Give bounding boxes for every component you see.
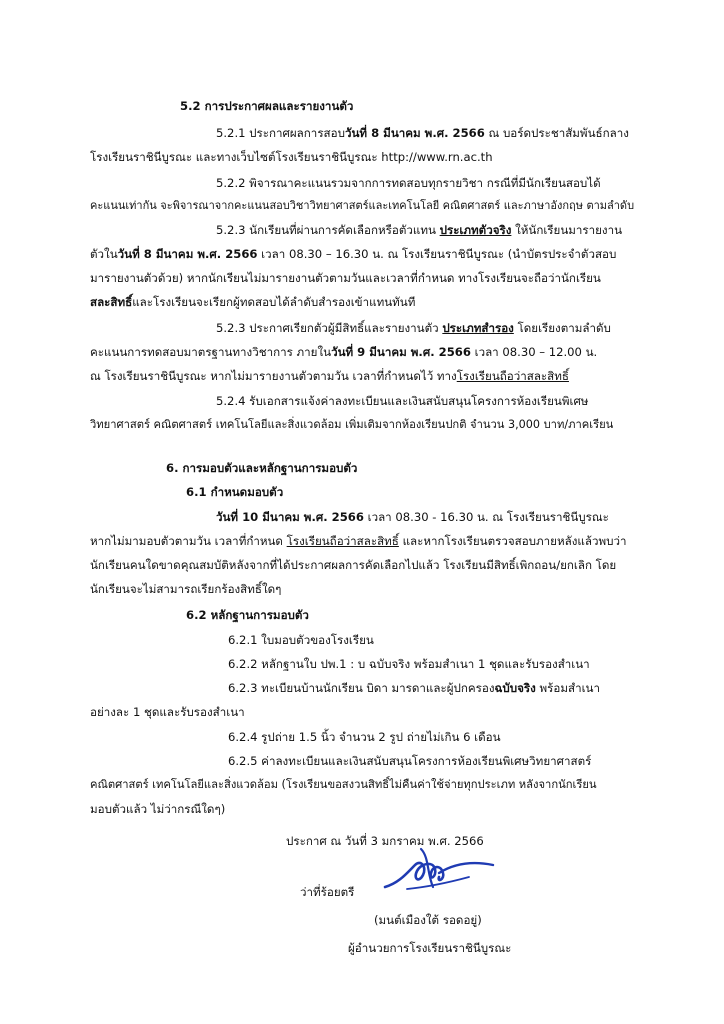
report-date: วันที่ 8 มีนาคม พ.ศ. 2566 [117, 247, 258, 261]
para-6-1-line-2 [90, 533, 627, 549]
para-6-1-line-1 [216, 509, 609, 525]
item-6-2-5-line-2: คณิตศาสตร์ เทคโนโลยีและสิ่งแวดล้อม (โรงเรียนขอสงวนสิทธิ์ไม่คืนค่าใช้จ่ายทุกประเภท หลังจากนักเรียน [90, 778, 597, 791]
para-text: คะแนนการทดสอบมาตรฐานทางวิชาการ ภายใน [90, 345, 332, 359]
item-6-2-5-line-3: มอบตัวแล้ว ไม่ว่ากรณีใดๆ) [90, 802, 226, 816]
signature-mark [377, 843, 497, 901]
para-text: 5.2.1 ประกาศผลการสอบ [216, 126, 345, 140]
section-5-2-heading: 5.2 การประกาศผลและรายงานตัว [180, 99, 354, 113]
section-6-2-heading: 6.2 หลักฐานการมอบตัว [186, 608, 309, 622]
para-text: พร้อมสำเนา [535, 681, 600, 695]
forfeit-label: สละสิทธิ์ [90, 295, 133, 309]
para-5-2-3-line-3: มารายงานตัวด้วย) หากนักเรียนไม่มารายงานตัวตามวันและเวลาที่กำหนด ทางโรงเรียนจะถือว่านักเรียน [90, 271, 601, 285]
signer-rank: ว่าที่ร้อยตรี [300, 885, 355, 899]
main-type-label: ประเภทตัวจริง [439, 223, 512, 237]
announce-date: วันที่ 8 มีนาคม พ.ศ. 2566 [344, 126, 485, 140]
para-text: เวลา 08.30 - 16.30 น. ณ โรงเรียนราชินีบูรณะ [363, 510, 609, 524]
handover-date: วันที่ 10 มีนาคม พ.ศ. 2566 [216, 510, 364, 524]
para-text: โดยเรียงตามลำดับ [513, 321, 611, 335]
para-text: เวลา 08.30 – 12.00 น. [470, 345, 598, 359]
para-text: เวลา 08.30 – 16.30 น. ณ โรงเรียนราชินีบูรณะ (นำบัตรประจำตัวสอบ [257, 247, 617, 261]
item-6-2-4: 6.2.4 รูปถ่าย 1.5 นิ้ว จำนวน 2 รูป ถ่ายไม่เกิน 6 เดือน [228, 730, 501, 744]
original-label: ฉบับจริง [494, 681, 536, 695]
para-5-2-4-line-1: 5.2.4 รับเอกสารแจ้งค่าลงทะเบียนและเงินสนับสนุนโครงการห้องเรียนพิเศษ [216, 394, 589, 408]
reserve-type-label: ประเภทสำรอง [442, 321, 514, 335]
section-6-1-heading: 6.1 กำหนดมอบตัว [186, 485, 284, 499]
para-text: และหากโรงเรียนตรวจสอบภายหลังแล้วพบว่า [398, 534, 627, 548]
forfeit-note: โรงเรียนถือว่าสละสิทธิ์ [456, 369, 569, 383]
para-text: ตัวใน [90, 247, 118, 261]
para-text: ให้นักเรียนมารายงาน [511, 223, 623, 237]
para-text: 6.2.3 ทะเบียนบ้านนักเรียน บิดา มารดาและผู้ปกครอง [228, 681, 495, 695]
para-5-2-3-line-1 [216, 222, 622, 238]
para-5-2-3b-line-1 [216, 320, 611, 336]
section-6-heading: 6. การมอบตัวและหลักฐานการมอบตัว [166, 461, 358, 475]
para-5-2-1-line-2: โรงเรียนราชินีบูรณะ และทางเว็บไซต์โรงเรียนราชินีบูรณะ http://www.rn.ac.th [90, 150, 493, 164]
para-text: 5.2.3 นักเรียนที่ผ่านการคัดเลือกหรือตัวแทน [216, 223, 440, 237]
para-5-2-1-line-1 [216, 125, 629, 141]
para-text: ณ บอร์ดประชาสัมพันธ์กลาง [484, 126, 629, 140]
para-text: 5.2.3 ประกาศเรียกตัวผู้มีสิทธิ์และรายงานตัว [216, 321, 443, 335]
reserve-date: วันที่ 9 มีนาคม พ.ศ. 2566 [331, 345, 471, 359]
item-6-2-3-line-1 [228, 680, 600, 696]
para-5-2-3b-line-3 [90, 368, 569, 384]
signer-position: ผู้อำนวยการโรงเรียนราชินีบูรณะ [348, 941, 512, 955]
para-text: และโรงเรียนจะเรียกผู้ทดสอบได้ลำดับสำรองเข้าแทนทันที [132, 295, 416, 309]
item-6-2-1: 6.2.1 ใบมอบตัวของโรงเรียน [228, 633, 374, 647]
para-text: ณ โรงเรียนราชินีบูรณะ หากไม่มารายงานตัวตามวัน เวลาที่กำหนดไว้ ทาง [90, 369, 457, 383]
para-5-2-3b-line-2 [90, 344, 597, 360]
signer-name: (มนต์เมืองใต้ รอดอยู่) [374, 913, 482, 927]
para-5-2-2-line-2: คะแนนเท่ากัน จะพิจารณาจากคะแนนสอบวิชาวิทยาศาสตร์และเทคโนโลยี คณิตศาสตร์ และภาษาอังกฤษ ตามลำดับ [90, 199, 635, 212]
forfeit-note-2: โรงเรียนถือว่าสละสิทธิ์ [286, 534, 399, 548]
item-6-2-2: 6.2.2 หลักฐานใบ ปพ.1 : บ ฉบับจริง พร้อมสำเนา 1 ชุดและรับรองสำเนา [228, 657, 590, 671]
para-6-1-line-3: นักเรียนคนใดขาดคุณสมบัติหลังจากที่ได้ประกาศผลการคัดเลือกไปแล้ว โรงเรียนมีสิทธิ์เพิกถอน/ยกเลิก โดย [90, 558, 617, 572]
para-5-2-2-line-1: 5.2.2 พิจารณาคะแนนรวมจากการทดสอบทุกรายวิชา กรณีที่มีนักเรียนสอบได้ [216, 176, 601, 190]
para-text: หากไม่มามอบตัวตามวัน เวลาที่กำหนด [90, 534, 287, 548]
item-6-2-5-line-1: 6.2.5 ค่าลงทะเบียนและเงินสนับสนุนโครงการห้องเรียนพิเศษวิทยาศาสตร์ [228, 754, 592, 768]
item-6-2-3-line-2: อย่างละ 1 ชุดและรับรองสำเนา [90, 705, 245, 719]
para-5-2-3-line-4 [90, 294, 415, 310]
para-6-1-line-4: นักเรียนจะไม่สามารถเรียกร้องสิทธิ์ใดๆ [90, 582, 282, 596]
para-5-2-3-line-2 [90, 246, 616, 262]
announce-date-line: ประกาศ ณ วันที่ 3 มกราคม พ.ศ. 2566 [286, 834, 484, 848]
para-5-2-4-line-2: วิทยาศาสตร์ คณิตศาสตร์ เทคโนโลยีและสิ่งแวดล้อม เพิ่มเติมจากห้องเรียนปกติ จำนวน 3,000 บาท/ภาคเรียน [90, 418, 614, 431]
